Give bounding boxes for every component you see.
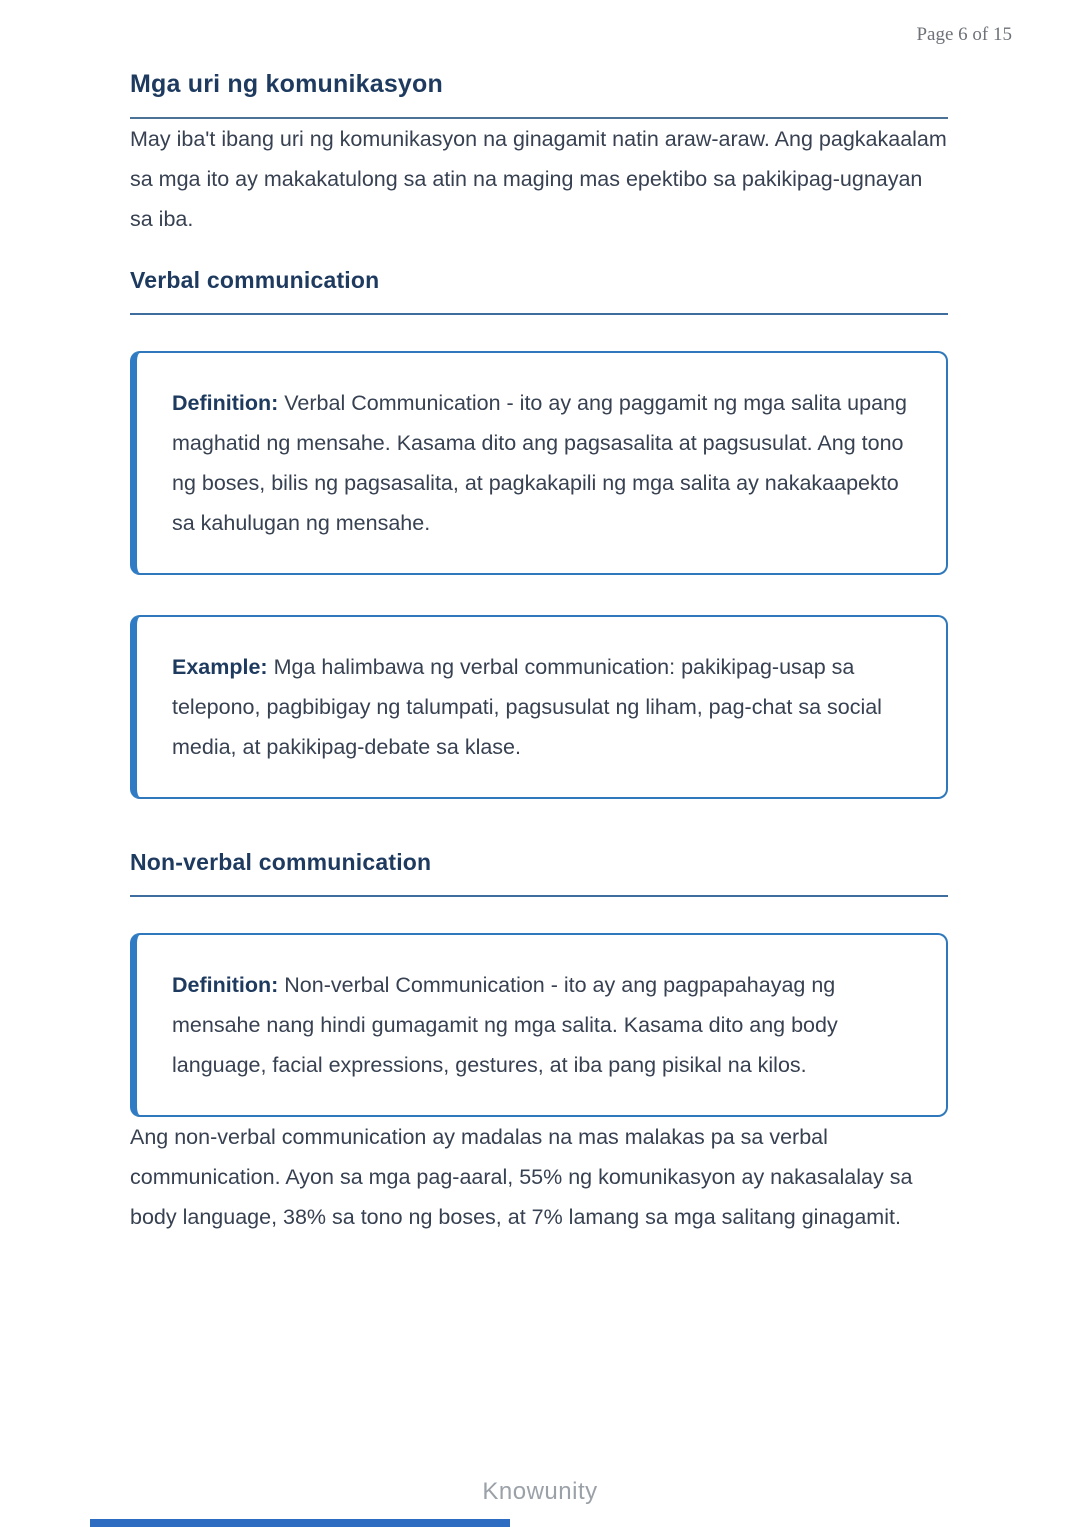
nonverbal-definition-callout	[130, 933, 948, 1117]
example-label: Example:	[172, 655, 268, 679]
page-indicator: Page 6 of 15	[916, 24, 1012, 45]
verbal-definition-callout	[130, 351, 948, 575]
verbal-definition-text	[172, 383, 911, 543]
bottom-progress-bar	[90, 1519, 510, 1527]
example-body: Mga halimbawa ng verbal communication: pakikipag-usap sa telepono, pagbibigay ng talumpati, pagsusulat ng liham, pag-chat sa social media, at pakikipag-debate sa klase.	[172, 655, 882, 759]
verbal-communication-heading: Verbal communication	[130, 267, 948, 315]
definition-label: Definition:	[172, 391, 279, 415]
document-content	[130, 0, 948, 1237]
verbal-example-callout	[130, 615, 948, 799]
intro-paragraph: May iba't ibang uri ng komunikasyon na ginagamit natin araw-araw. Ang pagkakaalam sa mga ito ay makakatulong sa atin na maging mas epektibo sa pakikipag-ugnayan sa iba.	[130, 127, 947, 231]
knowunity-brand-watermark: Knowunity	[482, 1478, 598, 1505]
nonverbal-definition-text	[172, 965, 911, 1085]
nonverbal-outro-paragraph: Ang non-verbal communication ay madalas na mas malakas pa sa verbal communication. Ayon sa mga pag-aaral, 55% ng komunikasyon ay nakasalalay sa body language, 38% sa tono ng boses, at 7% lamang sa mga salitang ginagamit.	[130, 1125, 913, 1229]
definition-body: Non-verbal Communication - ito ay ang pagpapahayag ng mensahe nang hindi gumagamit ng mga salita. Kasama dito ang body language, facial expressions, gestures, at iba pang pisikal na kilos.	[172, 973, 838, 1077]
definition-body: Verbal Communication - ito ay ang paggamit ng mga salita upang maghatid ng mensahe. Kasama dito ang pagsasalita at pagsusulat. Ang tono ng boses, bilis ng pagsasalita, at pagkakapili ng mga salita ay nakakaapekto sa kahulugan ng mensahe.	[172, 391, 907, 535]
verbal-example-text	[172, 647, 911, 767]
nonverbal-communication-heading: Non-verbal communication	[130, 849, 948, 897]
definition-label: Definition:	[172, 973, 279, 997]
main-section-heading: Mga uri ng komunikasyon	[130, 70, 948, 119]
